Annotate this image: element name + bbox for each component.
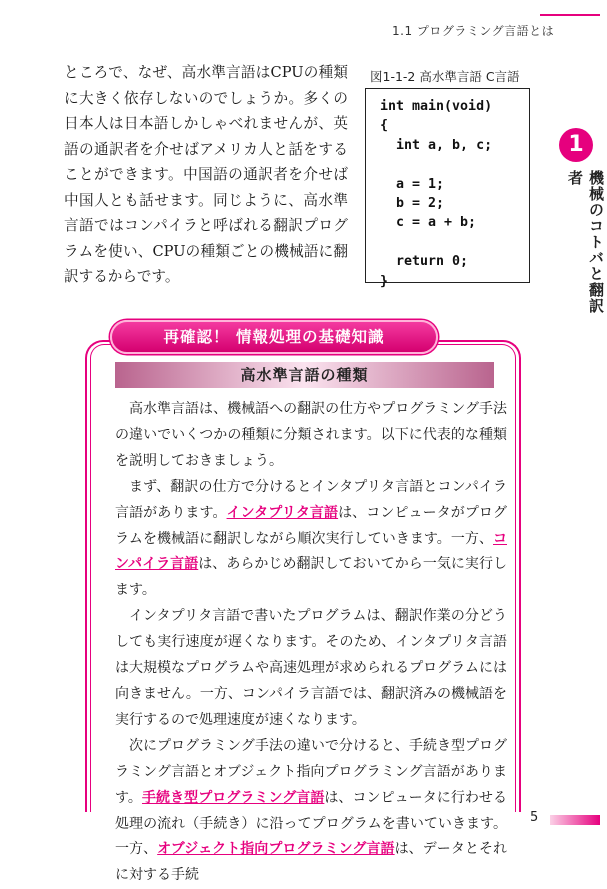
running-head: 1.1 プログラミング言語とは (392, 24, 555, 38)
code-line: return 0; (380, 254, 469, 270)
body-paragraph: インタプリタ言語で書いたプログラムは、翻訳作業の分どうしても実行速度が遅くなります。そのため、インタプリタ言語は大規模なプログラムや高速処理が求められるプログラムには向きません。一方、コンパイラ言語では、翻訳済みの機械語を実行するので処理速度が速くなります。 (115, 608, 507, 728)
code-listing (365, 88, 530, 289)
intro-paragraph: ところで、なぜ、高水準言語はCPUの種類に大きく依存しないのでしょうか。多くの日本人は日本語しかしゃべれませんが、英語の通訳者を介せばアメリカ人と話をすることができます。中国語の通訳者を介せば中国人とも話せます。同じように、高水準言語ではコンパイラと呼ばれる翻訳プログラムを使い、CPUの種類ごとの機械語に翻訳するからです。 (64, 64, 348, 285)
code-line (380, 233, 529, 252)
header-rule (540, 14, 600, 16)
code-line: b = 2; (380, 195, 445, 211)
page-number: 5 (530, 810, 539, 825)
code-line (380, 155, 529, 174)
code-line: { (380, 118, 389, 134)
code-line: c = a + b; (380, 215, 477, 231)
key-term: インタプリタ言語 (226, 504, 339, 521)
column-box-subtitle: 高水準言語の種類 (115, 362, 494, 388)
body-text: は、コンピュータがプログラムを機械語に翻訳しながら順次実行していきます。一方、 (115, 504, 507, 547)
key-term: オブジェクト指向プログラミング言語 (157, 841, 395, 858)
chapter-tab-label: 機械のコトバと翻訳者 (566, 170, 605, 314)
body-text: は、コンピュータに行わせる処理の流れ（手続き）に沿ってプログラムを書いていきます。一方、 (115, 789, 507, 858)
code-line: } (380, 273, 389, 289)
figure-caption: 図1-1-2 高水準言語 C言語 (370, 69, 520, 84)
chapter-tab (547, 118, 605, 326)
body-text: は、データとそれに対する手続 (115, 841, 508, 884)
column-box-title: 再確認！ 情報処理の基礎知識 (110, 320, 438, 354)
key-term: コンパイラ言語 (115, 530, 507, 573)
body-paragraph (115, 475, 507, 605)
column-box-body (115, 397, 507, 889)
body-paragraph (115, 734, 507, 889)
code-line: int main(void) (380, 99, 493, 114)
key-term: 手続き型プログラミング言語 (141, 789, 325, 806)
body-text: まず、翻訳の仕方で分けるとインタプリタ言語とコンパイラ言語があります。 (115, 478, 507, 521)
page-number-bar (550, 815, 600, 825)
code-line: int a, b, c; (380, 137, 493, 153)
body-text: 次にプログラミング手法の違いで分けると、手続き型プログラミング言語とオブジェクト指向プログラミング言語があります。 (115, 737, 507, 806)
body-paragraph: 高水準言語は、機械語への翻訳の仕方やプログラミング手法の違いでいくつかの種類に分類されます。以下に代表的な種類を説明しておきましょう。 (115, 401, 507, 469)
code-line: a = 1; (380, 176, 445, 192)
chapter-number-badge: 1 (559, 128, 593, 162)
body-text: は、あらかじめ翻訳しておいてから一気に実行します。 (115, 556, 508, 599)
